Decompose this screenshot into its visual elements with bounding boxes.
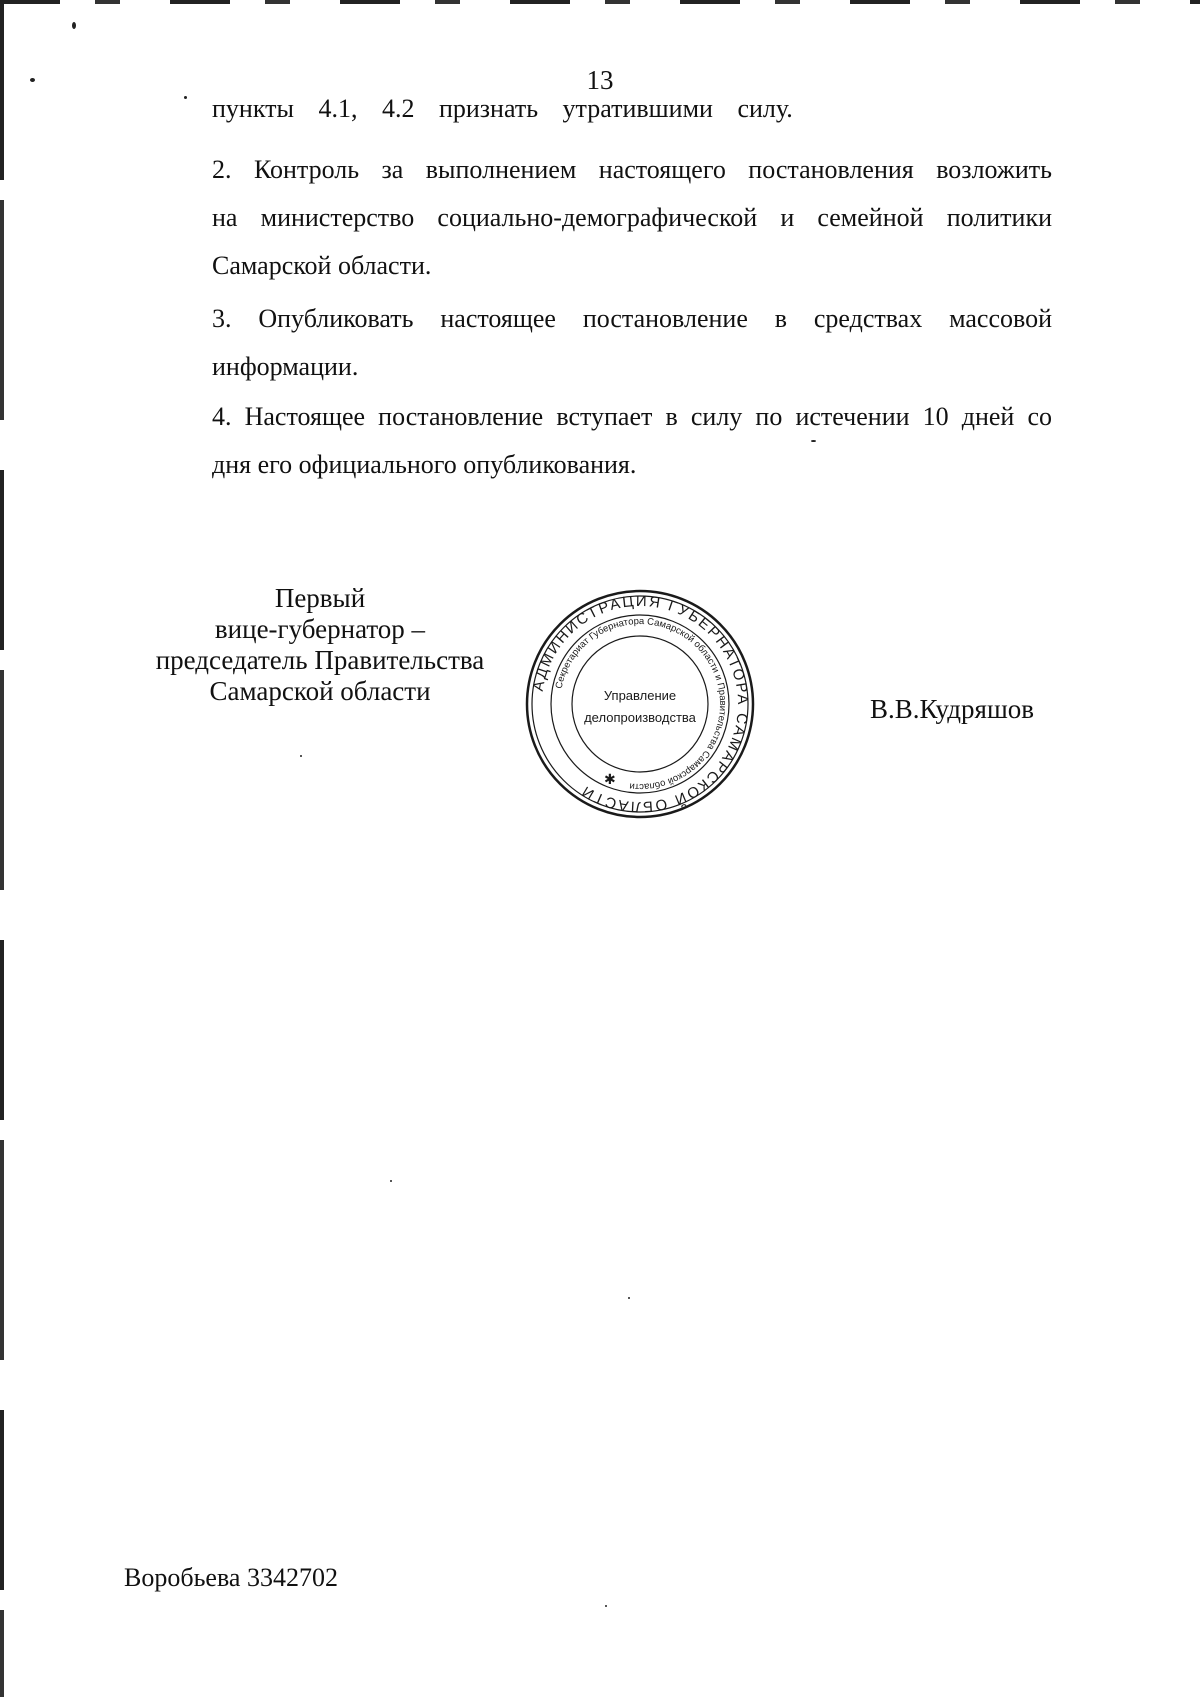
paragraph-line: 2. Контроль за выполнением настоящего постановления возложить (212, 155, 1052, 184)
signatory-title-line: Первый (274, 583, 366, 613)
paragraph-line: на министерство социально-демографической и семейной политики (212, 203, 1052, 232)
official-seal-stamp (524, 588, 756, 820)
scan-speck (390, 1180, 392, 1182)
stamp-center-line-1: Управление (603, 688, 677, 703)
signatory-title-line: вице-губернатор – (214, 614, 426, 644)
signatory-title-line: Самарской области (209, 676, 431, 706)
stamp-outer-text: АДМИНИСТРАЦИЯ ГУБЕРНАТОРА САМАРСКОЙ ОБЛАСТИ (529, 592, 752, 816)
executor-contact: Воробьева 3342702 (124, 1563, 338, 1592)
signatory-name: В.В.Кудряшов (870, 694, 1034, 724)
paragraph-line: дня его официального опубликования. (212, 450, 637, 479)
paragraph-line: Самарской области. (212, 251, 432, 280)
signatory-title (140, 583, 500, 707)
paragraph-continuation: пункты 4.1, 4.2 признать утратившими силу. (212, 94, 793, 123)
stamp-center-line-2: делопроизводства (584, 710, 696, 725)
paragraph-item-3 (140, 295, 1052, 391)
paragraph-item-2 (140, 146, 1052, 290)
scan-left-edge (0, 0, 4, 1697)
scan-top-edge (0, 0, 1200, 4)
stamp-inner-circle (572, 636, 708, 772)
stamp-inner-ring-text: Секретариат Губернатора Самарской области и Правительства Самарской области (553, 615, 729, 793)
page-number: 13 (586, 65, 614, 95)
paragraph-line: 3. Опубликовать настоящее постановление в средствах массовой (212, 304, 1052, 333)
scan-speck (184, 96, 187, 99)
stamp-star-icon: ✱ (604, 771, 616, 787)
scan-speck (72, 22, 76, 29)
paragraph-item-4 (140, 393, 1052, 489)
scan-speck (628, 1297, 630, 1299)
paragraph-line: 4. Настоящее постановление вступает в силу по истечении 10 дней со (212, 402, 1052, 431)
scan-speck (30, 78, 35, 82)
scan-speck (300, 755, 302, 757)
paragraph-line: информации. (212, 352, 359, 381)
signatory-title-line: председатель Правительства (155, 645, 485, 675)
scan-speck (605, 1605, 607, 1607)
stamp-middle-circle (551, 615, 729, 793)
